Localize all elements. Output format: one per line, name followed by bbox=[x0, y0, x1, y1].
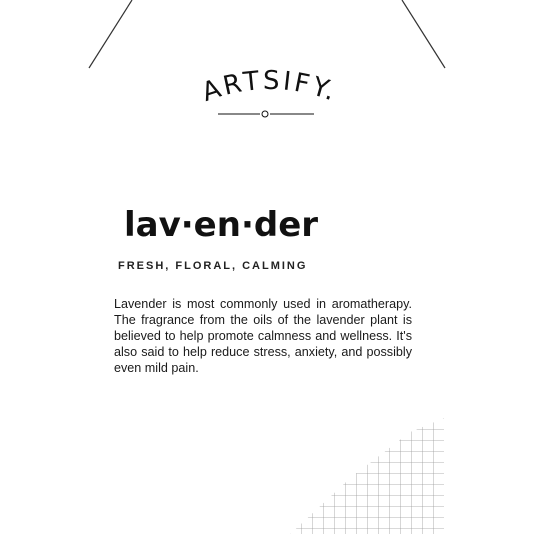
word-description: Lavender is most commonly used in aromatherapy. The fragrance from the oils of the lavender plant is believed to help promote calmness and wellness. It's also said to help reduce stress, anxiety, and possibly even mild pain. bbox=[114, 297, 412, 375]
word-title: lav·en·der bbox=[124, 205, 319, 245]
artsify-logo bbox=[190, 68, 350, 128]
svg-text:ARTSIFY. bbox=[198, 68, 342, 108]
grid-pattern bbox=[290, 418, 444, 534]
word-tagline: FRESH, FLORAL, CALMING bbox=[118, 260, 308, 272]
logo-text: ARTSIFY. bbox=[198, 68, 343, 109]
